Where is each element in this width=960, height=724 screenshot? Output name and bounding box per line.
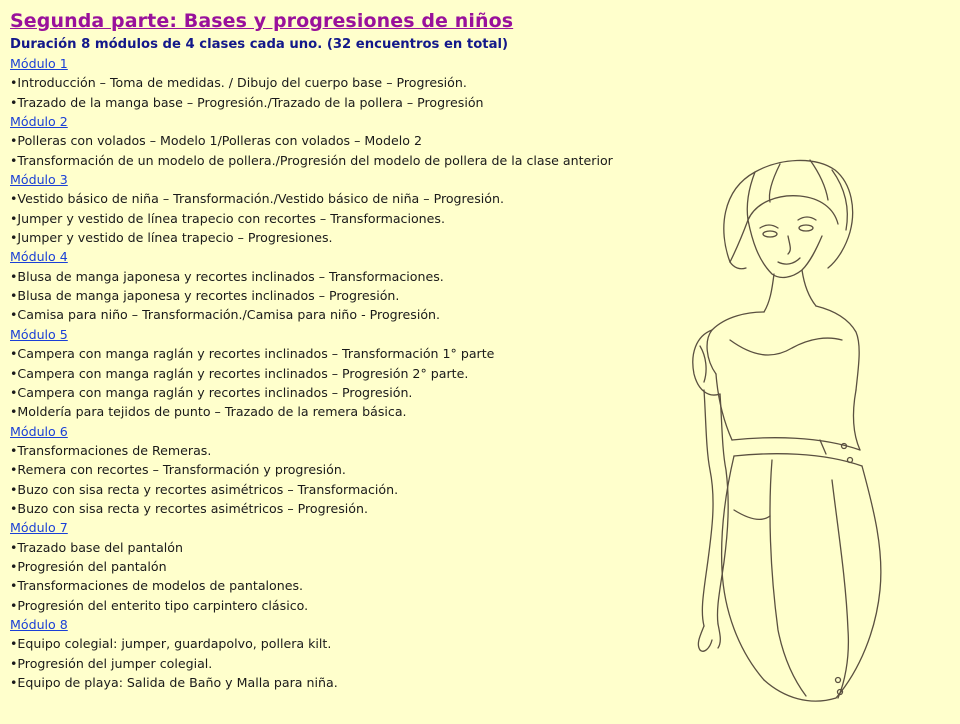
- module-6-item: •Buzo con sisa recta y recortes asimétricos – Progresión.: [10, 500, 368, 516]
- face-outline: [748, 220, 822, 277]
- module-link-3[interactable]: Módulo 3: [10, 172, 68, 188]
- module-5-item: •Moldería para tejidos de punto – Trazado de la remera básica.: [10, 404, 407, 420]
- module-4-item: •Blusa de manga japonesa y recortes inclinados – Progresión.: [10, 288, 400, 304]
- module-6-item: •Transformaciones de Remeras.: [10, 442, 212, 458]
- module-link-6[interactable]: Módulo 6: [10, 423, 68, 439]
- module-3-item: •Vestido básico de niña – Transformación./Vestido básico de niña – Progresión.: [10, 191, 504, 207]
- module-1-item: •Trazado de la manga base – Progresión./Trazado de la pollera – Progresión: [10, 94, 484, 110]
- waistband: [732, 438, 860, 450]
- module-1-item: •Introducción – Toma de medidas. / Dibujo del cuerpo base – Progresión.: [10, 75, 467, 91]
- slide-content: [10, 8, 670, 692]
- module-5-item: •Campera con manga raglán y recortes inclinados – Progresión 2° parte.: [10, 365, 469, 381]
- arm-outline: [702, 390, 713, 626]
- module-link-7[interactable]: Módulo 7: [10, 520, 68, 536]
- module-4-item: •Blusa de manga japonesa y recortes inclinados – Transformaciones.: [10, 268, 444, 284]
- module-link-5[interactable]: Módulo 5: [10, 326, 68, 342]
- module-8-item: •Equipo colegial: jumper, guardapolvo, pollera kilt.: [10, 636, 332, 652]
- module-7-item: •Progresión del pantalón: [10, 558, 167, 574]
- puff-sleeve: [693, 330, 720, 395]
- fashion-figure-illustration: [660, 150, 960, 720]
- module-6-item: •Remera con recortes – Transformación y progresión.: [10, 462, 346, 478]
- module-2-item: •Transformación de un modelo de pollera./Progresión del modelo de pollera de la clase anterior: [10, 152, 613, 168]
- module-8-item: •Equipo de playa: Salida de Baño y Malla para niña.: [10, 675, 338, 690]
- module-5-item: •Campera con manga raglán y recortes inclinados – Progresión.: [10, 384, 413, 400]
- module-8-item: •Progresión del jumper colegial.: [10, 655, 213, 671]
- module-link-4[interactable]: Módulo 4: [10, 249, 68, 265]
- module-link-1[interactable]: Módulo 1: [10, 56, 68, 71]
- bodice-outline: [707, 312, 764, 374]
- page-title: Segunda parte: Bases y progresiones de niños: [10, 10, 514, 32]
- module-link-8[interactable]: Módulo 8: [10, 616, 68, 632]
- module-3-item: •Jumper y vestido de línea trapecio – Progresiones.: [10, 230, 333, 246]
- duration-subtitle: Duración 8 módulos de 4 clases cada uno. (32 encuentros en total): [10, 37, 509, 52]
- module-7-item: •Progresión del enterito tipo carpintero clásico.: [10, 597, 309, 613]
- module-list: [10, 54, 670, 692]
- module-5-item: •Campera con manga raglán y recortes inclinados – Transformación 1° parte: [10, 346, 495, 362]
- module-3-item: •Jumper y vestido de línea trapecio con recortes – Transformaciones.: [10, 210, 445, 226]
- module-4-item: •Camisa para niño – Transformación./Camisa para niño - Progresión.: [10, 307, 441, 323]
- module-6-item: •Buzo con sisa recta y recortes asimétricos – Transformación.: [10, 481, 399, 497]
- module-7-item: •Transformaciones de modelos de pantalones.: [10, 578, 304, 594]
- module-7-item: •Trazado base del pantalón: [10, 539, 183, 555]
- module-2-item: •Polleras con volados – Modelo 1/Polleras con volados – Modelo 2: [10, 133, 422, 149]
- module-link-2[interactable]: Módulo 2: [10, 114, 68, 130]
